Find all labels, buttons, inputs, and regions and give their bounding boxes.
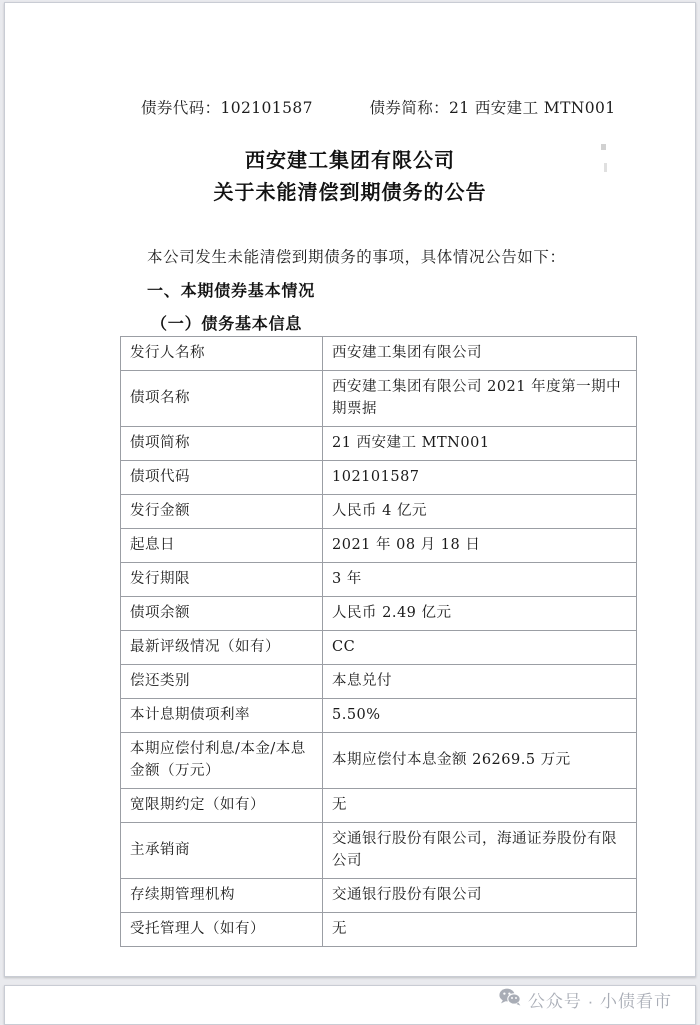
row-key: 本计息期债项利率 — [121, 699, 323, 733]
title-line-1: 西安建工集团有限公司 — [245, 148, 455, 172]
row-value: 无 — [323, 913, 637, 947]
table-row — [121, 529, 637, 563]
table-row — [121, 665, 637, 699]
table-row — [121, 733, 637, 789]
watermark-text: 公众号 · 小债看市 — [527, 992, 672, 1011]
row-key: 最新评级情况（如有） — [121, 631, 323, 665]
row-value: 102101587 — [323, 461, 637, 495]
row-key: 发行期限 — [121, 563, 323, 597]
row-value: 西安建工集团有限公司 2021 年度第一期中期票据 — [323, 371, 637, 427]
row-value: 本息兑付 — [323, 665, 637, 699]
page-sheet — [5, 3, 695, 976]
table-row — [121, 699, 637, 733]
row-value: 人民币 2.49 亿元 — [323, 597, 637, 631]
table-row — [121, 631, 637, 665]
row-key: 债项简称 — [121, 427, 323, 461]
intro-paragraph: 本公司发生未能清偿到期债务的事项，具体情况公告如下： — [147, 248, 566, 266]
table-row — [121, 427, 637, 461]
table-row — [121, 913, 637, 947]
document-page — [4, 2, 696, 977]
row-value: 交通银行股份有限公司 — [323, 879, 637, 913]
table-row — [121, 789, 637, 823]
document-header-line — [141, 96, 616, 118]
wechat-icon — [499, 988, 521, 1011]
row-value: 人民币 4 亿元 — [323, 495, 637, 529]
bond-info-table — [120, 336, 637, 947]
row-value: 本期应偿付本息金额 26269.5 万元 — [323, 733, 637, 789]
table-row — [121, 879, 637, 913]
title-line-2: 关于未能清偿到期债务的公告 — [213, 180, 487, 204]
table-row — [121, 371, 637, 427]
table-row — [121, 563, 637, 597]
row-value: 5.50% — [323, 699, 637, 733]
table-row — [121, 337, 637, 371]
row-value: 3 年 — [323, 563, 637, 597]
row-key: 宽限期约定（如有） — [121, 789, 323, 823]
row-key: 发行金额 — [121, 495, 323, 529]
table-row — [121, 597, 637, 631]
row-value: 2021 年 08 月 18 日 — [323, 529, 637, 563]
table-row — [121, 495, 637, 529]
row-key: 发行人名称 — [121, 337, 323, 371]
row-key: 本期应偿付利息/本金/本息金额（万元） — [121, 733, 323, 789]
row-key: 债项余额 — [121, 597, 323, 631]
row-key: 存续期管理机构 — [121, 879, 323, 913]
table-row — [121, 461, 637, 495]
table-row — [121, 823, 637, 879]
row-value: 无 — [323, 789, 637, 823]
row-key: 受托管理人（如有） — [121, 913, 323, 947]
row-key: 主承销商 — [121, 823, 323, 879]
row-value: 交通银行股份有限公司，海通证券股份有限公司 — [323, 823, 637, 879]
bond-code: 债券代码：102101587 — [141, 99, 313, 117]
bond-abbreviation: 债券简称：21 西安建工 MTN001 — [369, 99, 616, 117]
page-title — [5, 144, 695, 208]
row-key: 偿还类别 — [121, 665, 323, 699]
row-key: 债项名称 — [121, 371, 323, 427]
wechat-watermark — [499, 987, 672, 1012]
row-value: 21 西安建工 MTN001 — [323, 427, 637, 461]
row-value: CC — [323, 631, 637, 665]
row-value: 西安建工集团有限公司 — [323, 337, 637, 371]
subsection-heading: （一）债务基本信息 — [151, 314, 303, 333]
row-key: 债项代码 — [121, 461, 323, 495]
section-heading: 一、本期债券基本情况 — [147, 281, 316, 300]
row-key: 起息日 — [121, 529, 323, 563]
